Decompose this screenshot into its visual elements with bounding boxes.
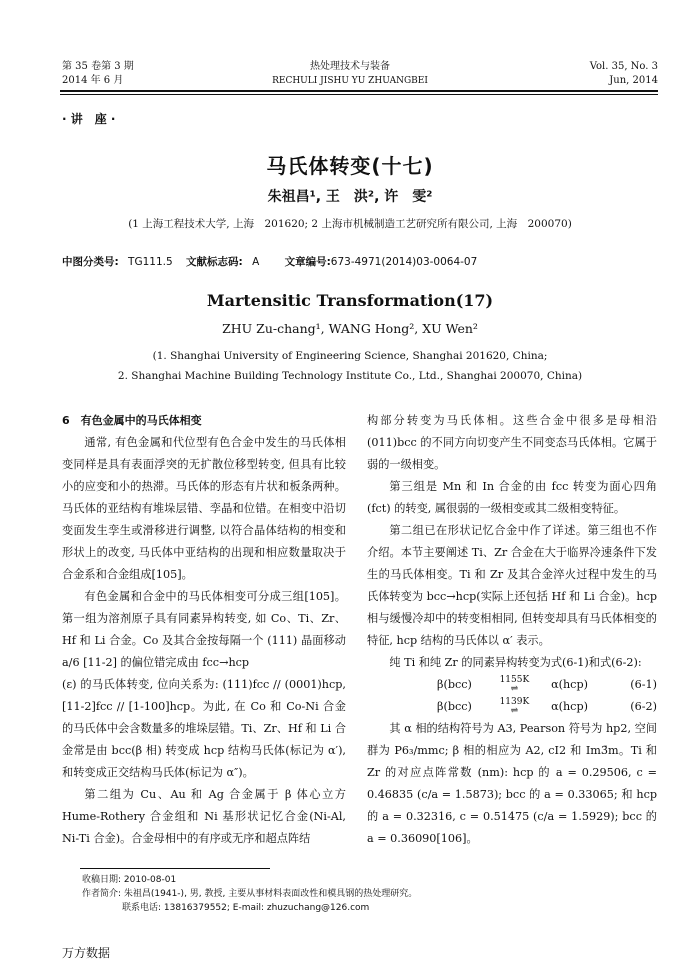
doc-value: A xyxy=(252,256,260,268)
eq1-number: (6-1) xyxy=(630,678,657,691)
header-rule-thin xyxy=(60,94,658,95)
eq2-number: (6-2) xyxy=(630,700,657,713)
eq2-arrow: 1139K ⇌ xyxy=(499,697,530,716)
doc-label: 文献标志码: xyxy=(186,256,243,268)
header-volume-cn: 第 35 卷第 3 期 xyxy=(62,61,134,72)
right-column xyxy=(367,410,657,850)
left-column xyxy=(62,410,346,850)
affiliation-en-1: (1. Shanghai University of Engineering Science, Shanghai 201620, China; xyxy=(152,350,548,362)
classification-line xyxy=(62,254,477,269)
eq1-rhs: α(hcp) xyxy=(551,678,588,691)
article-title-en: Martensitic Transformation(17) xyxy=(206,291,494,310)
paragraph: 第三组是 Mn 和 In 合金的由 fcc 转变为面心四角 (fct) 的转变, 属很弱的一级相变或其二级相变特征。 xyxy=(367,480,657,515)
affiliations-cn: (1 上海工程技术大学, 上海 201620; 2 上海市机械制造工艺研究所有限公司, 上海 200070) xyxy=(128,218,572,230)
header-journal-en: RECHULI JISHU YU ZHUANGBEI xyxy=(272,76,428,86)
article-no-label: 文章编号: xyxy=(284,256,331,268)
header-date-cn: 2014 年 6 月 xyxy=(62,75,124,86)
eq2-rhs: α(hcp) xyxy=(551,700,588,713)
header-date-en: Jun, 2014 xyxy=(609,75,658,86)
footnote-received: 收稿日期: 2010-08-01 xyxy=(82,875,177,885)
eq2-lhs: β(bcc) xyxy=(437,700,472,713)
clc-value: TG111.5 xyxy=(128,256,173,268)
paragraph: 构部分转变为马氏体相。这些合金中很多是母相沿 (011)bcc 的不同方向切变产生不同变态马氏体相。它属于弱的一级相变。 xyxy=(367,414,657,471)
article-no-value: 673-4971(2014)03-0064-07 xyxy=(330,256,478,268)
footnote-contact: 联系电话: 13816379552; E-mail: zhuzuchang@126.com xyxy=(122,903,370,913)
authors-cn: 朱祖昌¹, 王 洪², 许 雯² xyxy=(267,189,433,205)
footnote-rule xyxy=(80,868,270,869)
paragraph: 第二组已在形状记忆合金中作了详述。第三组也不作介绍。本节主要阐述 Ti、Zr 合金在大于临界冷速条件下发生的马氏体相变。Ti 和 Zr 及其合金淬火过程中发生的马氏体转变为 bcc→hcp(实际上还包括 Hf 和 Li 合金)。hcp 相与缓慢冷却中的转变相相同, 但转变却具有马氏体相变的特征, hcp 结构的马氏体以 α′ 表示。 xyxy=(367,524,657,647)
section-heading: 6 有色金属中的马氏体相变 xyxy=(62,414,202,427)
paragraph: (ε) 的马氏体转变, 位向关系为: (111)fcc // (0001)hcp, [11-2]fcc // [1-100]hcp。为此, 在 Co 和 Co-Ni 合金的马氏体中会含数量多的堆垛层错。Ti、Zr、Hf 和 Li 合金常是由 bcc(β 相) 转变成 hcp 结构马氏体(标记为 α′), 和转变成正交结构马氏体(标记为 α″)。 xyxy=(62,678,346,779)
eq2-temp: 1139K xyxy=(499,697,530,707)
clc-label: 中图分类号: xyxy=(62,256,119,268)
equation-6-1 xyxy=(437,674,657,696)
affiliation-en-2: 2. Shanghai Machine Building Technology Institute Co., Ltd., Shanghai 200070, China) xyxy=(117,370,583,382)
header-journal-cn: 热处理技术与装备 xyxy=(310,61,390,72)
paragraph: 第二组为 Cu、Au 和 Ag 合金属于 β 体心立方 Hume-Rothery 合金组和 Ni 基形状记忆合金(Ni-Al, Ni-Ti 合金)。合金母相中的有序或无序和超点阵结 xyxy=(62,788,346,845)
header-rule xyxy=(60,90,658,92)
eq1-lhs: β(bcc) xyxy=(437,678,472,691)
paragraph: 通常, 有色金属和代位型有色合金中发生的马氏体相变同样是具有表面浮突的无扩散位移型转变, 但具有比较小的应变和小的热滞。马氏体的形态有片状和板条两种。马氏体的亚结构有堆垛层错、孪晶和位错。在相变中沿切变面发生孪生或滑移进行调整, 以符合晶体结构的相变和形状上的改变, 马氏体中亚结构的出现和相应数量取决于合金系和合金组成[105]。 xyxy=(62,436,346,581)
eq1-temp: 1155K xyxy=(499,675,530,685)
paragraph: 纯 Ti 和纯 Zr 的同素异构转变为式(6-1)和式(6-2): xyxy=(389,656,642,669)
paragraph: 其 α 相的结构符号为 A3, Pearson 符号为 hp2, 空间群为 P6₃/mmc; β 相的相应为 A2, cI2 和 Im3̄m。Ti 和 Zr 的对应点阵常数 (nm): hcp 的 a = 0.29506, c = 0.46835 (c/a = 1.5873); bcc 的 a = 0.33065; 和 hcp 的 a = 0.32316, c = 0.51475 (c/a = 1.5929); bcc 的 a = 0.36090[106]。 xyxy=(367,722,657,845)
footer-watermark: 万方数据 xyxy=(62,946,111,960)
authors-en: ZHU Zu-chang¹, WANG Hong², XU Wen² xyxy=(222,321,478,336)
paragraph: 有色金属和合金中的马氏体相变可分成三组[105]。第一组为溶剂原子具有同素异构转变, 如 Co、Ti、Zr、Hf 和 Li 合金。Co 及其合金按每隔一个 (111) 晶面移动 a/6 [11-2] 的偏位错完成由 fcc→hcp xyxy=(62,590,346,669)
equation-6-2 xyxy=(437,696,657,718)
article-title-cn: 马氏体转变(十七) xyxy=(266,154,434,178)
column-label: · 讲 座 · xyxy=(62,112,116,126)
header-volume-en: Vol. 35, No. 3 xyxy=(589,61,658,72)
footnote-bio: 作者简介: 朱祖昌(1941-), 男, 教授, 主要从事材料表面改性和模具钢的热处理研究。 xyxy=(82,889,418,899)
eq1-arrow: 1155K ⇌ xyxy=(499,675,530,694)
